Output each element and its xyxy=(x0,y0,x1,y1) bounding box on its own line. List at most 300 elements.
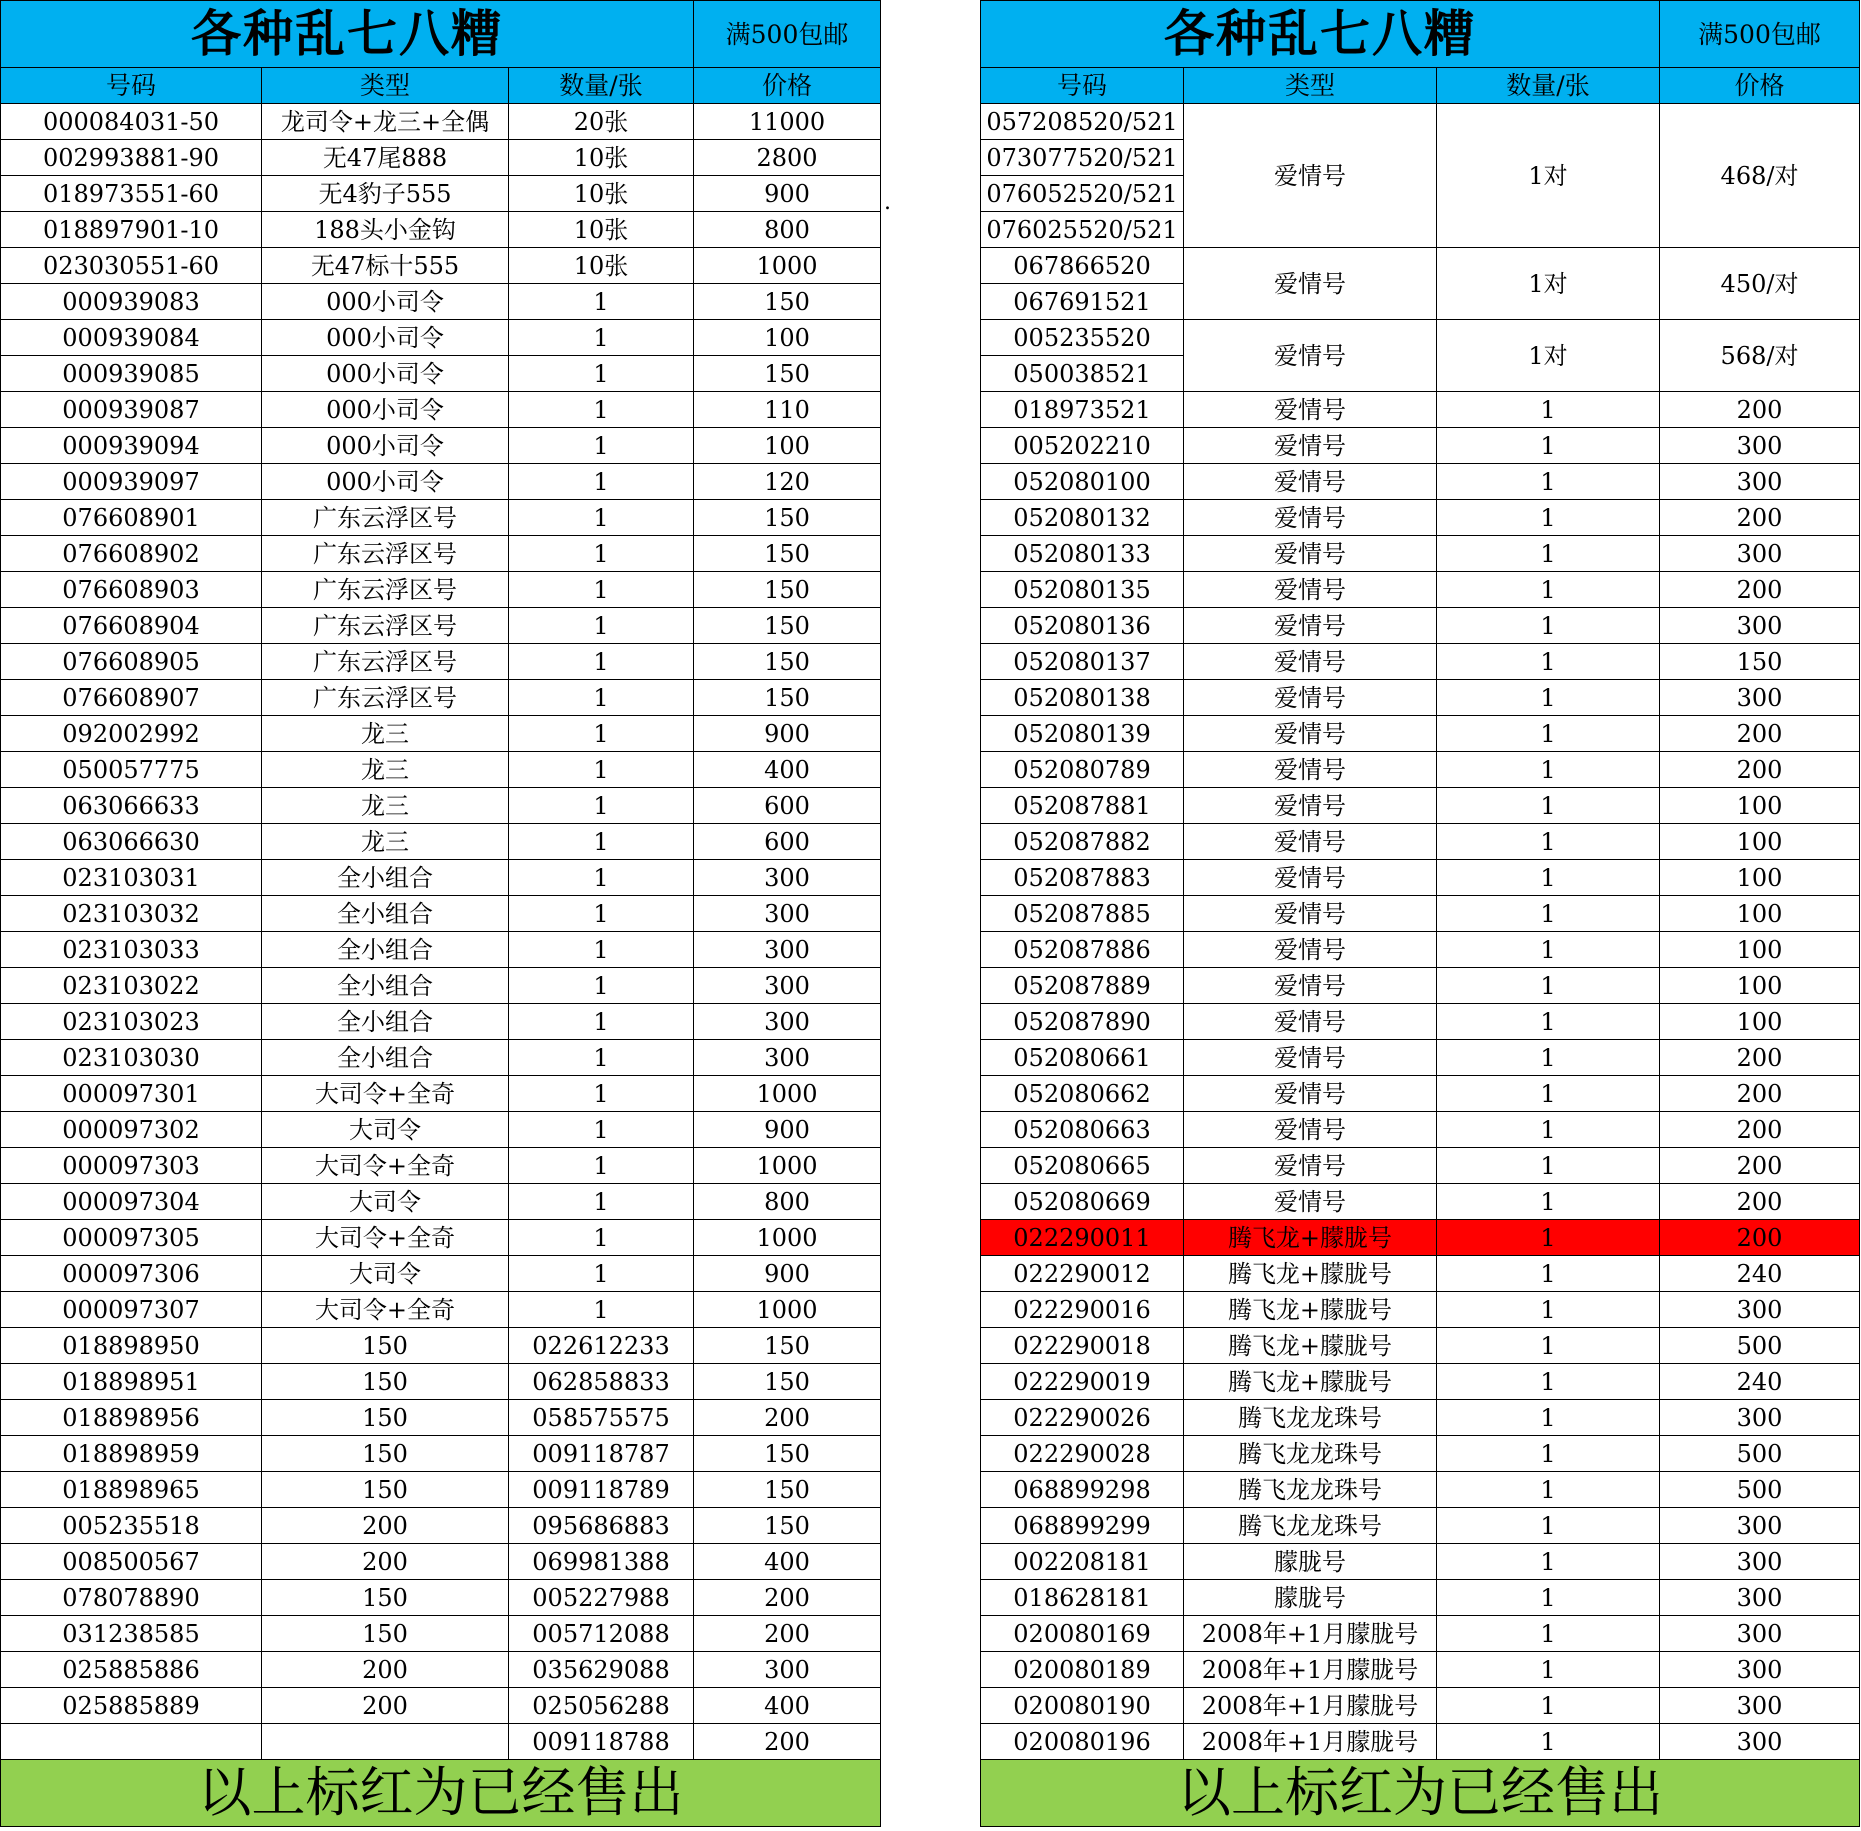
cell-number: 076608903 xyxy=(1,572,262,608)
cell-type: 广东云浮区号 xyxy=(262,500,509,536)
cell-quantity: 1 xyxy=(509,608,694,644)
cell-number: 018897901-10 xyxy=(1,212,262,248)
cell-number: 018898956 xyxy=(1,1400,262,1436)
cell-quantity: 1 xyxy=(509,1112,694,1148)
cell-type: 爱情号 xyxy=(1184,896,1437,932)
cell-type: 000小司令 xyxy=(262,356,509,392)
cell-price: 120 xyxy=(694,464,881,500)
cell-quantity: 1 xyxy=(509,1256,694,1292)
cell-type: 无4豹子555 xyxy=(262,176,509,212)
cell-quantity: 1 xyxy=(1437,1328,1660,1364)
cell-number: 018973551-60 xyxy=(1,176,262,212)
cell-price: 150 xyxy=(694,644,881,680)
cell-quantity: 1 xyxy=(509,860,694,896)
cell-number: 052080663 xyxy=(981,1112,1184,1148)
cell-type: 爱情号 xyxy=(1184,608,1437,644)
cell-price: 11000 xyxy=(694,104,881,140)
cell-type: 150 xyxy=(262,1616,509,1652)
cell-quantity: 1 xyxy=(509,824,694,860)
cell-quantity: 1 xyxy=(1437,1004,1660,1040)
table-row xyxy=(1,248,881,284)
cell-type: 150 xyxy=(262,1400,509,1436)
cell-quantity: 1 xyxy=(1437,788,1660,824)
left-price-table xyxy=(0,0,881,1827)
cell-number: 052087885 xyxy=(981,896,1184,932)
cell-price: 200 xyxy=(694,1616,881,1652)
cell-number: 002208181 xyxy=(981,1544,1184,1580)
cell-type: 爱情号 xyxy=(1184,1184,1437,1220)
column-header-type: 类型 xyxy=(1184,68,1437,104)
table-row xyxy=(981,752,1860,788)
table-row xyxy=(981,1076,1860,1112)
cell-quantity: 1 xyxy=(509,1004,694,1040)
cell-type: 腾飞龙+朦胧号 xyxy=(1184,1328,1437,1364)
cell-number: 022290018 xyxy=(981,1328,1184,1364)
cell-type: 全小组合 xyxy=(262,1040,509,1076)
cell-price: 300 xyxy=(694,896,881,932)
cell-type: 龙三 xyxy=(262,824,509,860)
cell-quantity: 035629088 xyxy=(509,1652,694,1688)
cell-type: 爱情号 xyxy=(1184,104,1437,248)
cell-number: 063066630 xyxy=(1,824,262,860)
cell-type: 爱情号 xyxy=(1184,1040,1437,1076)
cell-quantity: 1 xyxy=(1437,500,1660,536)
table-row xyxy=(1,788,881,824)
cell-type: 150 xyxy=(262,1436,509,1472)
cell-price: 1000 xyxy=(694,1292,881,1328)
cell-type: 广东云浮区号 xyxy=(262,572,509,608)
cell-number: 078078890 xyxy=(1,1580,262,1616)
table-row xyxy=(1,1364,881,1400)
cell-type: 朦胧号 xyxy=(1184,1544,1437,1580)
cell-number: 076608902 xyxy=(1,536,262,572)
cell-price: 300 xyxy=(694,1004,881,1040)
cell-number: 023030551-60 xyxy=(1,248,262,284)
cell-price: 500 xyxy=(1660,1328,1860,1364)
cell-price: 800 xyxy=(694,212,881,248)
cell-quantity: 1 xyxy=(509,1220,694,1256)
cell-price: 150 xyxy=(694,1364,881,1400)
table-row xyxy=(981,392,1860,428)
cell-number: 018628181 xyxy=(981,1580,1184,1616)
cell-type: 无47尾888 xyxy=(262,140,509,176)
cell-price: 240 xyxy=(1660,1256,1860,1292)
cell-quantity: 1 xyxy=(1437,1184,1660,1220)
column-header-number: 号码 xyxy=(981,68,1184,104)
cell-type: 爱情号 xyxy=(1184,1148,1437,1184)
cell-type: 大司令+全奇 xyxy=(262,1076,509,1112)
cell-type: 腾飞龙+朦胧号 xyxy=(1184,1292,1437,1328)
cell-number: 076608907 xyxy=(1,680,262,716)
cell-price: 240 xyxy=(1660,1364,1860,1400)
table-row xyxy=(981,1724,1860,1760)
cell-type: 2008年+1月朦胧号 xyxy=(1184,1652,1437,1688)
cell-quantity: 1 xyxy=(509,392,694,428)
cell-number: 000084031-50 xyxy=(1,104,262,140)
cell-number: 076052520/521 xyxy=(981,176,1184,212)
table-row xyxy=(1,752,881,788)
cell-price: 300 xyxy=(1660,608,1860,644)
cell-type: 000小司令 xyxy=(262,428,509,464)
cell-number: 076608901 xyxy=(1,500,262,536)
cell-price: 100 xyxy=(1660,1004,1860,1040)
table-row xyxy=(1,1436,881,1472)
cell-number: 022290019 xyxy=(981,1364,1184,1400)
table-row xyxy=(1,212,881,248)
cell-type: 广东云浮区号 xyxy=(262,536,509,572)
table-row xyxy=(1,896,881,932)
cell-price: 300 xyxy=(1660,1724,1860,1760)
cell-type: 200 xyxy=(262,1652,509,1688)
table-row xyxy=(981,1328,1860,1364)
cell-price: 200 xyxy=(694,1400,881,1436)
sold-note-footer: 以上标红为已经售出 xyxy=(981,1760,1860,1827)
cell-type: 爱情号 xyxy=(1184,1004,1437,1040)
cell-number: 052087889 xyxy=(981,968,1184,1004)
cell-number: 018898959 xyxy=(1,1436,262,1472)
cell-number: 018898951 xyxy=(1,1364,262,1400)
cell-quantity: 1 xyxy=(1437,572,1660,608)
cell-number: 022290026 xyxy=(981,1400,1184,1436)
cell-quantity: 1 xyxy=(1437,536,1660,572)
table-row xyxy=(981,860,1860,896)
cell-type: 爱情号 xyxy=(1184,680,1437,716)
cell-number: 020080190 xyxy=(981,1688,1184,1724)
cell-type: 150 xyxy=(262,1472,509,1508)
cell-number: 022290028 xyxy=(981,1436,1184,1472)
cell-quantity: 1 xyxy=(1437,392,1660,428)
cell-price: 200 xyxy=(1660,1220,1860,1256)
table-row xyxy=(1,1220,881,1256)
cell-number: 052080662 xyxy=(981,1076,1184,1112)
cell-type: 2008年+1月朦胧号 xyxy=(1184,1724,1437,1760)
table-row xyxy=(1,428,881,464)
cell-number: 050038521 xyxy=(981,356,1184,392)
cell-number: 000097306 xyxy=(1,1256,262,1292)
cell-type: 全小组合 xyxy=(262,968,509,1004)
cell-type: 腾飞龙龙珠号 xyxy=(1184,1436,1437,1472)
cell-quantity: 1 xyxy=(1437,1256,1660,1292)
cell-price: 150 xyxy=(694,1328,881,1364)
cell-price: 800 xyxy=(694,1184,881,1220)
table-row xyxy=(981,680,1860,716)
column-header-number: 号码 xyxy=(1,68,262,104)
cell-price: 150 xyxy=(694,608,881,644)
table-row xyxy=(981,320,1860,356)
table-row xyxy=(1,140,881,176)
cell-price: 600 xyxy=(694,788,881,824)
table-row xyxy=(1,824,881,860)
cell-type: 爱情号 xyxy=(1184,500,1437,536)
cell-type: 爱情号 xyxy=(1184,572,1437,608)
cell-price: 150 xyxy=(694,500,881,536)
cell-number: 052080136 xyxy=(981,608,1184,644)
cell-type: 全小组合 xyxy=(262,932,509,968)
cell-type: 150 xyxy=(262,1364,509,1400)
cell-price: 200 xyxy=(694,1580,881,1616)
cell-quantity: 095686883 xyxy=(509,1508,694,1544)
footer-row xyxy=(1,1760,881,1827)
cell-price: 300 xyxy=(694,1652,881,1688)
cell-number: 020080169 xyxy=(981,1616,1184,1652)
cell-number: 000097305 xyxy=(1,1220,262,1256)
table-row xyxy=(981,1112,1860,1148)
cell-price: 1000 xyxy=(694,248,881,284)
table-row xyxy=(981,824,1860,860)
cell-quantity: 1 xyxy=(1437,1436,1660,1472)
cell-price: 200 xyxy=(694,1724,881,1760)
table-row xyxy=(981,968,1860,1004)
cell-quantity: 1 xyxy=(509,644,694,680)
cell-price: 200 xyxy=(1660,716,1860,752)
cell-type: 爱情号 xyxy=(1184,752,1437,788)
table-row xyxy=(981,1652,1860,1688)
table-row xyxy=(1,320,881,356)
free-shipping-note: 满500包邮 xyxy=(694,1,881,68)
cell-type: 大司令 xyxy=(262,1184,509,1220)
table-row xyxy=(981,788,1860,824)
cell-type: 爱情号 xyxy=(1184,248,1437,320)
cell-quantity: 058575575 xyxy=(509,1400,694,1436)
cell-quantity: 1 xyxy=(1437,1400,1660,1436)
cell-type: 爱情号 xyxy=(1184,428,1437,464)
cell-price: 200 xyxy=(1660,1112,1860,1148)
cell-price: 400 xyxy=(694,1544,881,1580)
cell-type: 大司令+全奇 xyxy=(262,1220,509,1256)
table-row xyxy=(1,1256,881,1292)
table-row xyxy=(1,1688,881,1724)
cell-number: 023103030 xyxy=(1,1040,262,1076)
cell-quantity: 1 xyxy=(1437,1148,1660,1184)
cell-price: 2800 xyxy=(694,140,881,176)
cell-number: 000097304 xyxy=(1,1184,262,1220)
cell-quantity: 1 xyxy=(1437,1580,1660,1616)
cell-type xyxy=(262,1724,509,1760)
cell-quantity: 1 xyxy=(1437,1076,1660,1112)
table-row xyxy=(981,1580,1860,1616)
cell-number: 068899298 xyxy=(981,1472,1184,1508)
cell-type: 爱情号 xyxy=(1184,824,1437,860)
table-row xyxy=(981,1040,1860,1076)
table-row xyxy=(1,1724,881,1760)
table-row xyxy=(1,1184,881,1220)
cell-quantity: 1 xyxy=(1437,716,1660,752)
cell-quantity: 1 xyxy=(509,572,694,608)
cell-price: 110 xyxy=(694,392,881,428)
cell-type: 龙三 xyxy=(262,716,509,752)
cell-quantity: 1 xyxy=(509,968,694,1004)
cell-number: 002993881-90 xyxy=(1,140,262,176)
table-row xyxy=(1,176,881,212)
cell-quantity: 005227988 xyxy=(509,1580,694,1616)
cell-price: 300 xyxy=(1660,1652,1860,1688)
cell-quantity: 1 xyxy=(509,356,694,392)
table-row xyxy=(1,1472,881,1508)
cell-type: 爱情号 xyxy=(1184,536,1437,572)
cell-number: 000939083 xyxy=(1,284,262,320)
cell-number: 018973521 xyxy=(981,392,1184,428)
cell-number: 031238585 xyxy=(1,1616,262,1652)
cell-price: 150 xyxy=(1660,644,1860,680)
cell-type: 150 xyxy=(262,1580,509,1616)
cell-number: 022290016 xyxy=(981,1292,1184,1328)
cell-price: 200 xyxy=(1660,572,1860,608)
cell-quantity: 1 xyxy=(1437,608,1660,644)
cell-quantity: 10张 xyxy=(509,212,694,248)
cell-number: 020080196 xyxy=(981,1724,1184,1760)
sheet-title: 各种乱七八糟 xyxy=(1,1,694,68)
cell-price: 568/对 xyxy=(1660,320,1860,392)
table-row xyxy=(981,1688,1860,1724)
cell-quantity: 022612233 xyxy=(509,1328,694,1364)
cell-quantity: 1 xyxy=(1437,860,1660,896)
footer-row xyxy=(981,1760,1860,1827)
cell-number: 000097303 xyxy=(1,1148,262,1184)
table-row xyxy=(1,1508,881,1544)
table-row xyxy=(981,1256,1860,1292)
cell-quantity: 005712088 xyxy=(509,1616,694,1652)
cell-type: 爱情号 xyxy=(1184,644,1437,680)
table-row xyxy=(981,1544,1860,1580)
cell-quantity: 1 xyxy=(1437,1292,1660,1328)
cell-number: 023103032 xyxy=(1,896,262,932)
cell-price: 900 xyxy=(694,716,881,752)
cell-price: 150 xyxy=(694,1472,881,1508)
cell-quantity: 20张 xyxy=(509,104,694,140)
cell-quantity: 1 xyxy=(1437,1616,1660,1652)
cell-number: 052080100 xyxy=(981,464,1184,500)
table-row xyxy=(1,716,881,752)
cell-quantity: 009118787 xyxy=(509,1436,694,1472)
table-row xyxy=(1,968,881,1004)
table-row xyxy=(1,1328,881,1364)
cell-quantity: 1 xyxy=(1437,1544,1660,1580)
table-row xyxy=(981,1148,1860,1184)
cell-quantity: 1 xyxy=(1437,752,1660,788)
cell-number: 023103031 xyxy=(1,860,262,896)
table-row xyxy=(981,1364,1860,1400)
cell-price: 1000 xyxy=(694,1220,881,1256)
cell-type: 000小司令 xyxy=(262,284,509,320)
cell-quantity: 1 xyxy=(1437,932,1660,968)
cell-quantity: 1 xyxy=(509,320,694,356)
cell-number: 023103022 xyxy=(1,968,262,1004)
cell-type: 全小组合 xyxy=(262,1004,509,1040)
cell-price: 200 xyxy=(1660,1076,1860,1112)
column-header-quantity: 数量/张 xyxy=(1437,68,1660,104)
cell-number: 050057775 xyxy=(1,752,262,788)
cell-number: 052080132 xyxy=(981,500,1184,536)
table-row xyxy=(981,1400,1860,1436)
cell-type: 爱情号 xyxy=(1184,968,1437,1004)
cell-quantity: 1 xyxy=(1437,824,1660,860)
column-header-type: 类型 xyxy=(262,68,509,104)
table-row xyxy=(1,356,881,392)
cell-number: 000939087 xyxy=(1,392,262,428)
cell-quantity: 1 xyxy=(509,284,694,320)
cell-quantity: 025056288 xyxy=(509,1688,694,1724)
table-row xyxy=(1,464,881,500)
cell-number: 000097307 xyxy=(1,1292,262,1328)
cell-price: 100 xyxy=(1660,788,1860,824)
cell-price: 400 xyxy=(694,752,881,788)
cell-type: 2008年+1月朦胧号 xyxy=(1184,1616,1437,1652)
cell-quantity: 1 xyxy=(1437,680,1660,716)
table-row xyxy=(981,1616,1860,1652)
cell-price: 300 xyxy=(1660,1688,1860,1724)
cell-price: 468/对 xyxy=(1660,104,1860,248)
table-row xyxy=(981,1472,1860,1508)
left-price-sheet xyxy=(0,0,881,1827)
cell-type: 爱情号 xyxy=(1184,1112,1437,1148)
cell-number: 023103033 xyxy=(1,932,262,968)
cell-number: 092002992 xyxy=(1,716,262,752)
cell-quantity: 1 xyxy=(509,1040,694,1076)
cell-price: 300 xyxy=(1660,1292,1860,1328)
cell-number: 000097301 xyxy=(1,1076,262,1112)
table-row xyxy=(1,572,881,608)
table-row xyxy=(1,1148,881,1184)
cell-type: 爱情号 xyxy=(1184,1076,1437,1112)
cell-price: 300 xyxy=(1660,1616,1860,1652)
cell-price: 150 xyxy=(694,536,881,572)
table-row xyxy=(981,572,1860,608)
cell-number: 052087886 xyxy=(981,932,1184,968)
cell-number: 052080133 xyxy=(981,536,1184,572)
column-header-price: 价格 xyxy=(1660,68,1860,104)
cell-type: 朦胧号 xyxy=(1184,1580,1437,1616)
cell-price: 500 xyxy=(1660,1472,1860,1508)
table-row xyxy=(1,1652,881,1688)
cell-type: 爱情号 xyxy=(1184,464,1437,500)
cell-quantity: 1 xyxy=(1437,1688,1660,1724)
cell-type: 爱情号 xyxy=(1184,716,1437,752)
cell-number: 073077520/521 xyxy=(981,140,1184,176)
cell-number: 052080665 xyxy=(981,1148,1184,1184)
table-row xyxy=(981,104,1860,140)
cell-number: 076025520/521 xyxy=(981,212,1184,248)
cell-number: 052087882 xyxy=(981,824,1184,860)
cell-type: 全小组合 xyxy=(262,896,509,932)
cell-number: 022290011 xyxy=(981,1220,1184,1256)
cell-number: 025885886 xyxy=(1,1652,262,1688)
cell-price: 900 xyxy=(694,1256,881,1292)
cell-price: 300 xyxy=(1660,680,1860,716)
table-row xyxy=(1,1400,881,1436)
cell-quantity: 1 xyxy=(509,896,694,932)
cell-price: 150 xyxy=(694,572,881,608)
cell-price: 450/对 xyxy=(1660,248,1860,320)
cell-price: 200 xyxy=(1660,1148,1860,1184)
cell-price: 100 xyxy=(1660,932,1860,968)
cell-quantity: 069981388 xyxy=(509,1544,694,1580)
cell-number: 067866520 xyxy=(981,248,1184,284)
cell-price: 150 xyxy=(694,1436,881,1472)
sheet-title: 各种乱七八糟 xyxy=(981,1,1660,68)
table-row xyxy=(1,1580,881,1616)
table-row xyxy=(981,1004,1860,1040)
table-row xyxy=(981,932,1860,968)
cell-type: 广东云浮区号 xyxy=(262,644,509,680)
cell-quantity: 1对 xyxy=(1437,104,1660,248)
table-row xyxy=(981,536,1860,572)
cell-number: 008500567 xyxy=(1,1544,262,1580)
cell-number: 000097302 xyxy=(1,1112,262,1148)
table-row xyxy=(981,500,1860,536)
cell-quantity: 1 xyxy=(1437,1652,1660,1688)
cell-price: 150 xyxy=(694,356,881,392)
cell-price: 1000 xyxy=(694,1148,881,1184)
